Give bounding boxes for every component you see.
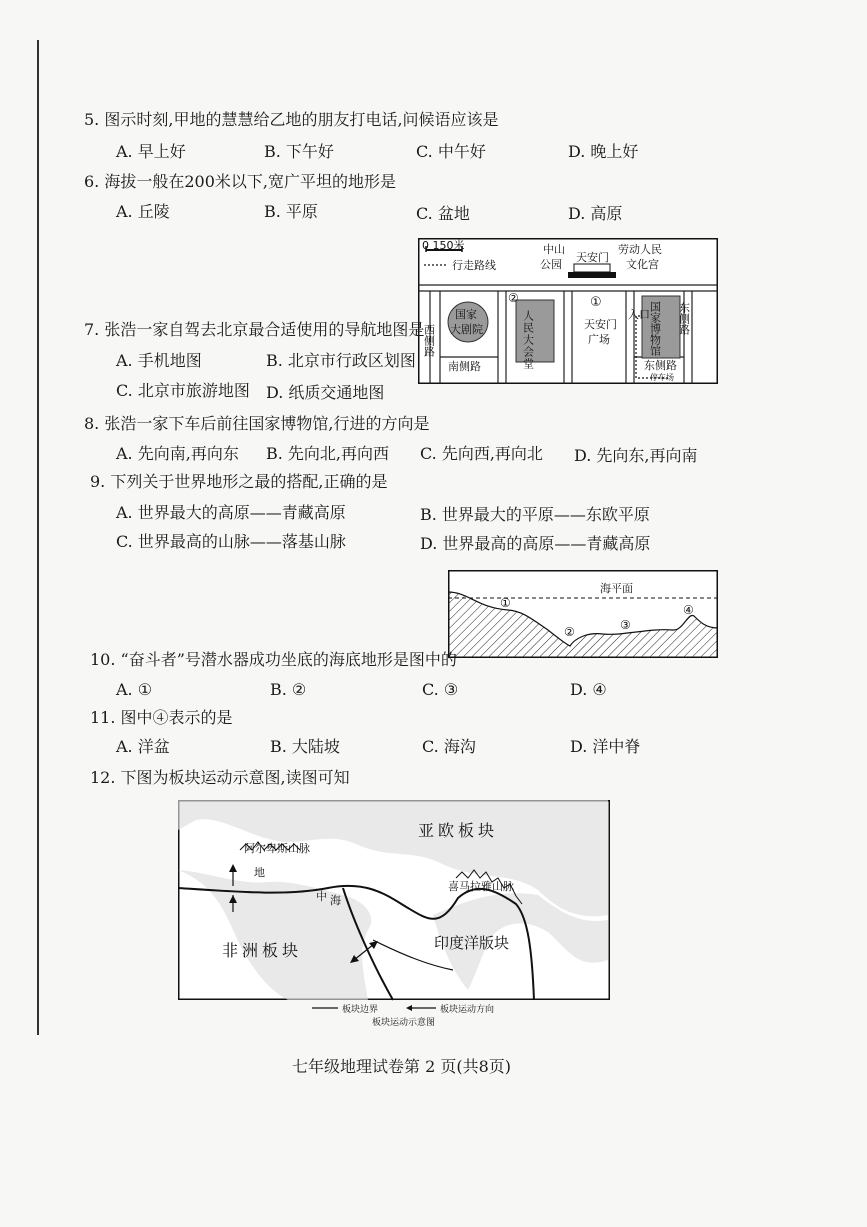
question-6-option-c: C. 盆地: [416, 204, 470, 223]
question-12-stem: 12. 下图为板块运动示意图,读图可知: [90, 768, 350, 787]
mediterranean-label-di: 地: [254, 866, 265, 879]
question-6-option-b: B. 平原: [264, 202, 318, 221]
question-5-stem: 5. 图示时刻,甲地的慧慧给乙地的朋友打电话,问候语应该是: [84, 110, 499, 129]
question-7-option-b: B. 北京市行政区划图: [266, 351, 416, 370]
question-9-option-d: D. 世界最高的高原——青藏高原: [420, 534, 651, 553]
question-11-option-d: D. 洋中脊: [570, 737, 641, 756]
profile-marker-2: ②: [564, 625, 575, 639]
question-8-option-d: D. 先向东,再向南: [574, 446, 698, 465]
question-11-option-c: C. 海沟: [422, 737, 476, 756]
legend-boundary-label: 板块边界: [342, 1005, 379, 1015]
question-8-stem: 8. 张浩一家下车后前往国家博物馆,行进的方向是: [84, 414, 430, 433]
question-7-option-d: D. 纸质交通地图: [266, 383, 385, 402]
indian-ocean-plate-label: 印度洋版块: [434, 934, 510, 952]
question-5-option-c: C. 中午好: [416, 142, 486, 161]
question-10-option-a: A. ①: [116, 680, 153, 699]
scale-label: 0 150米: [422, 239, 465, 252]
question-10-option-c: C. ③: [422, 680, 459, 699]
east-road-label: 东侧路: [677, 302, 691, 335]
national-museum-label: 国家博物馆: [648, 301, 662, 356]
question-8-option-b: B. 先向北,再向西: [266, 444, 390, 463]
question-11-stem: 11. 图中④表示的是: [90, 708, 233, 727]
west-road-label: 西侧路: [422, 324, 436, 357]
profile-marker-4: ④: [683, 603, 694, 617]
question-10-option-d: D. ④: [570, 680, 607, 699]
legend-direction-label: 板块运动方向: [440, 1005, 495, 1015]
question-5-option-b: B. 下午好: [264, 142, 334, 161]
eurasian-plate-label: 亚欧板块: [418, 821, 499, 840]
great-hall-label: 人民大会堂: [521, 310, 535, 370]
question-5-option-a: A. 早上好: [116, 142, 186, 161]
question-11-option-b: B. 大陆坡: [270, 737, 340, 756]
question-8-option-a: A. 先向南,再向东: [116, 444, 239, 463]
alps-label: 阿尔卑斯山脉: [244, 842, 310, 855]
question-7-option-a: A. 手机地图: [116, 351, 202, 370]
zhongshan-park-line-1: 中山: [543, 243, 565, 256]
south-road-label: 南侧路: [448, 360, 481, 373]
museum-area-map: [418, 238, 718, 384]
entrance-label: 入口: [628, 308, 650, 321]
question-6-stem: 6. 海拔一般在200米以下,宽广平坦的地形是: [84, 172, 396, 191]
page-footer: 七年级地理试卷第 2 页(共8页): [292, 1057, 512, 1076]
sea-level-label: 海平面: [600, 582, 633, 595]
marker-2: ②: [508, 291, 519, 305]
national-theater-line-1: 国家: [455, 308, 477, 321]
profile-marker-3: ③: [620, 618, 631, 632]
question-11-option-a: A. 洋盆: [116, 737, 170, 756]
mediterranean-label-hai: 海: [330, 894, 341, 907]
seafloor-profile-map: [448, 570, 718, 658]
route-legend-label: 行走路线: [452, 259, 496, 272]
marker-1: ①: [590, 295, 602, 310]
tiananmen-gate-label: 天安门: [576, 251, 609, 264]
african-plate-label: 非洲板块: [222, 941, 303, 960]
question-7-stem: 7. 张浩一家自驾去北京最合适使用的导航地图是: [84, 320, 425, 339]
himalaya-label: 喜马拉雅山脉: [448, 880, 514, 893]
question-9-option-c: C. 世界最高的山脉——落基山脉: [116, 532, 346, 551]
zhongshan-park-line-2: 公园: [540, 258, 562, 271]
binding-margin-line: [37, 40, 39, 1035]
laodong-palace-line-1: 劳动人民: [618, 243, 662, 256]
question-7-option-c: C. 北京市旅游地图: [116, 381, 250, 400]
question-5-option-d: D. 晚上好: [568, 142, 639, 161]
question-10-option-b: B. ②: [270, 680, 307, 699]
question-6-option-d: D. 高原: [568, 204, 623, 223]
question-9-option-b: B. 世界最大的平原——东欧平原: [420, 505, 650, 524]
parking-label: 停车场: [650, 373, 674, 382]
profile-marker-1: ①: [500, 596, 511, 610]
question-9-option-a: A. 世界最大的高原——青藏高原: [116, 503, 346, 522]
mediterranean-label-zhong: 中: [316, 890, 327, 903]
tiananmen-square-line-2: 广场: [588, 333, 610, 346]
tiananmen-square-line-1: 天安门: [584, 318, 617, 331]
question-8-option-c: C. 先向西,再向北: [420, 444, 543, 463]
laodong-palace-line-2: 文化宫: [626, 258, 659, 271]
question-10-stem: 10. “奋斗者”号潜水器成功坐底的海底地形是图中的: [90, 650, 457, 669]
national-theater-line-2: 大剧院: [450, 323, 483, 336]
east-road-label-2: 东侧路: [644, 359, 677, 372]
question-6-option-a: A. 丘陵: [116, 202, 170, 221]
question-9-stem: 9. 下列关于世界地形之最的搭配,正确的是: [90, 472, 388, 491]
plate-movement-map: [178, 800, 610, 1030]
plate-map-caption: 板块运动示意图: [372, 1018, 436, 1028]
